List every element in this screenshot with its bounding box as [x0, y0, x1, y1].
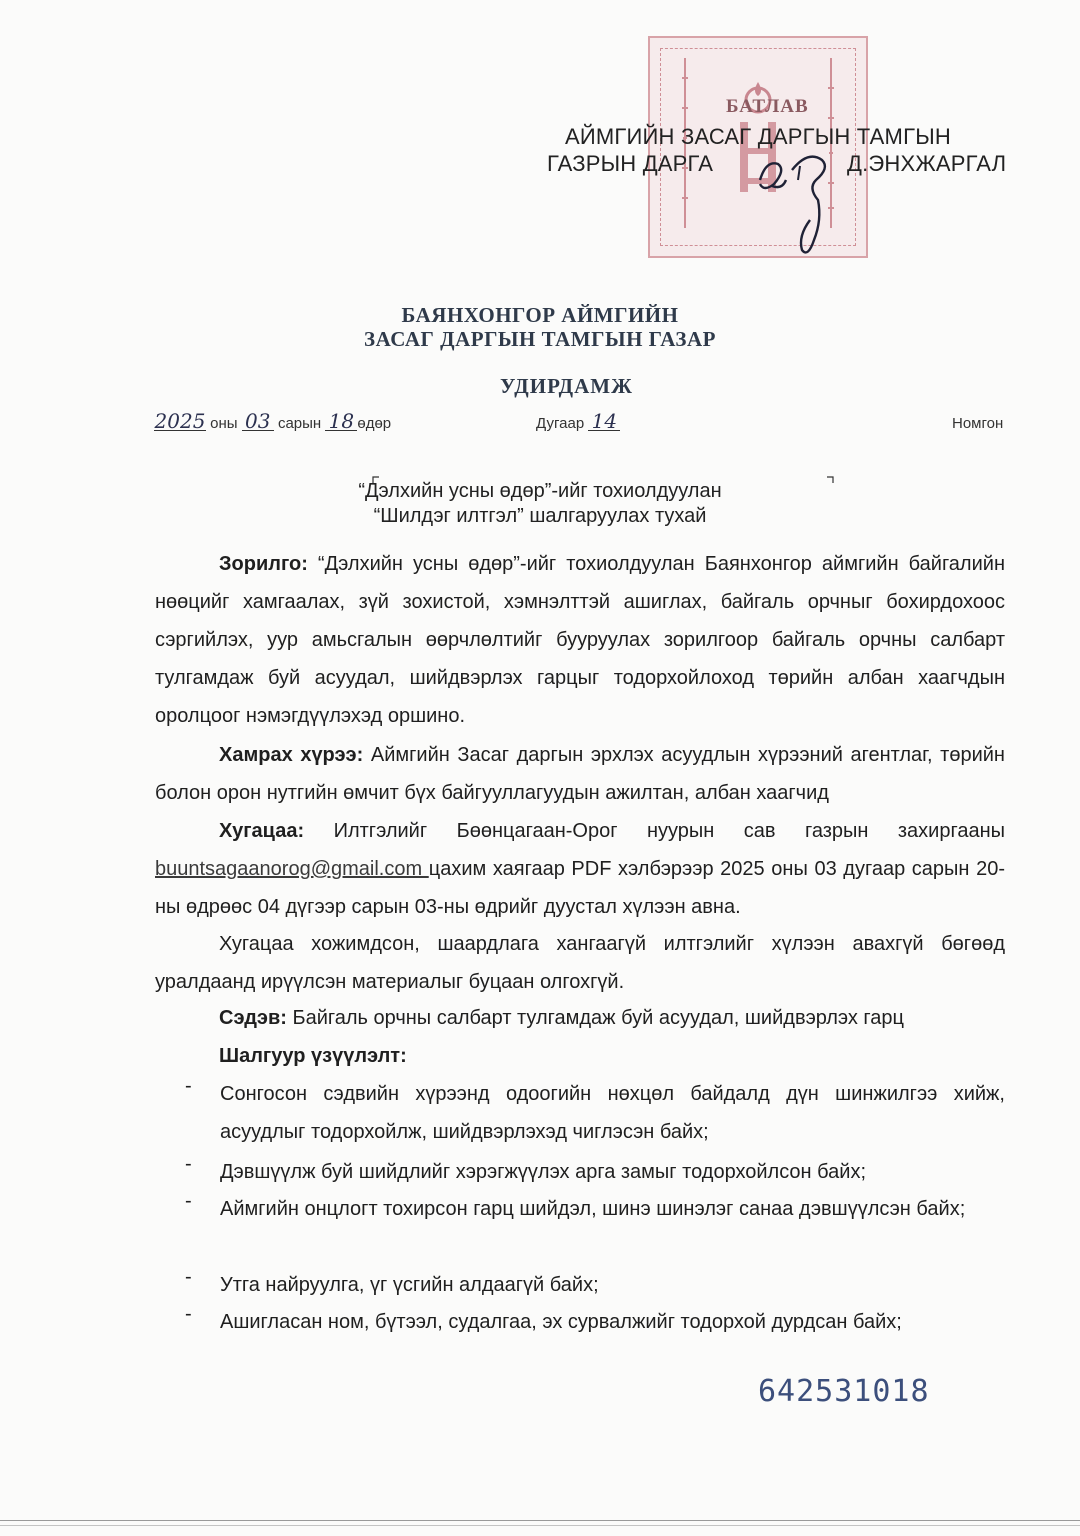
deadline-paragraph — [155, 812, 1005, 926]
organization-line-1: БАЯНХОНГОР АЙМГИЙН — [401, 303, 679, 327]
criteria-heading: Шалгуур үзүүлэлт: — [219, 1045, 407, 1067]
email-link[interactable]: buuntsagaanorog@gmail.com — [155, 858, 429, 880]
document-serial-number: 642531018 — [758, 1374, 930, 1409]
handwritten-signature — [752, 140, 842, 270]
scan-edge-line — [0, 1525, 1080, 1526]
organization-line-2: ЗАСАГ ДАРГЫН ТАМГЫН ГАЗАР — [364, 327, 716, 351]
scope-paragraph — [155, 736, 1005, 812]
bullet-dash: - — [185, 1303, 192, 1325]
goal-paragraph — [155, 545, 1005, 735]
goal-label: Зорилго: — [219, 553, 308, 575]
approval-title: ГАЗРЫН ДАРГА — [547, 151, 714, 176]
late-submission-paragraph: Хугацаа хожимдсон, шаардлага хангаагүй илтгэлийг хүлээн авахгүй бөгөөд уралдаанд ирүүлсэн материалыг буцаан олгохгүй. — [155, 933, 1005, 993]
goal-text: “Дэлхийн усны өдөр”-ийг тохиолдуулан Баянхонгор аймгийн байгалийн нөөцийг хамгаалах, зүй зохистой, хэмнэлттэй ашиглах, байгаль орчныг бохирдохоос сэргийлэх, уур амьсгалын өөрчлөлтийг бууруулах зорилгоор байгаль орчны салбарт тулгамдаж буй асуудал, шийдвэрлэх гарцыг тодорхойлоход төрийн албан хаагчдын оролцоог нэмэгдүүлэхэд оршино. — [155, 553, 1005, 727]
approval-line-1: АЙМГИЙН ЗАСАГ ДАРГЫН ТАМГЫН — [565, 124, 951, 149]
bullet-dash: - — [185, 1190, 192, 1212]
bullet-dash: - — [185, 1266, 192, 1288]
date-month-handwritten: 03 — [242, 412, 274, 431]
date-year-handwritten: 2025 — [154, 409, 206, 433]
criteria-item: Утга найруулга, үг үсгийн алдаагүй байх; — [220, 1274, 599, 1296]
document-number-line — [536, 409, 620, 433]
number-handwritten: 14 — [588, 412, 620, 431]
approval-stamp-word: БАТЛАВ — [726, 96, 809, 117]
date-day-suffix: өдөр — [357, 415, 392, 432]
approval-name: Д.ЭНХЖАРГАЛ — [847, 151, 1007, 176]
number-label: Дугаар — [536, 415, 585, 432]
deadline-text-b: цахим хаягаар PDF хэлбэрээр 2025 оны 03 дугаар сарын 20-ны өдрөөс 04 дүгээр сарын 03-ны өдрийг дуустал хүлээн авна. — [155, 858, 1005, 918]
criteria-item: Сонгосон сэдвийн хүрээнд одоогийн нөхцөл байдалд дүн шинжилгээ хийж, асуудлыг тодорхойлж, шийдвэрлэхэд чиглэсэн байх; — [220, 1083, 1005, 1143]
subject-line-1: “Дэлхийн усны өдөр”-ийг тохиолдуулан — [358, 480, 722, 502]
scan-edge-line — [0, 1520, 1080, 1521]
scope-text: Аймгийн Засаг даргын эрхлэх асуудлын хүрээний агентлаг, төрийн болон орон нутгийн өмчит бүх байгууллагуудын ажилтан, албан хаагчид — [155, 744, 1005, 804]
scope-label: Хамрах хүрээ: — [219, 744, 364, 766]
date-month-suffix: сарын — [277, 415, 322, 432]
topic-text: Байгаль орчны салбарт тулгамдаж буй асуудал, шийдвэрлэх гарц — [286, 1007, 904, 1029]
date-line — [154, 409, 392, 433]
topic-paragraph — [155, 999, 1005, 1037]
bullet-dash: - — [185, 1153, 192, 1175]
criteria-item: Аймгийн онцлогт тохирсон гарц шийдэл, шинэ шинэлэг санаа дэвшүүлсэн байх; — [220, 1198, 966, 1220]
deadline-text-a: Илтгэлийг Бөөнцагаан-Орог нуурын сав газрын захиргааны — [304, 820, 1005, 842]
criteria-item: Ашигласан ном, бүтээл, судалгаа, эх сурвалжийг тодорхой дурдсан байх; — [220, 1311, 902, 1333]
document-type: УДИРДАМЖ — [500, 374, 633, 398]
deadline-label: Хугацаа: — [219, 820, 305, 842]
subject-line-2: “Шилдэг илтгэл” шалгаруулах тухай — [373, 505, 707, 527]
bullet-dash: - — [185, 1075, 192, 1097]
topic-label: Сэдэв: — [219, 1007, 287, 1029]
place-name: Номгон — [952, 415, 1004, 432]
date-year-suffix: оны — [210, 415, 238, 432]
date-day-handwritten: 18 — [325, 412, 357, 431]
criteria-item: Дэвшүүлж буй шийдлийг хэрэгжүүлэх арга замыг тодорхойлсон байх; — [220, 1161, 867, 1183]
